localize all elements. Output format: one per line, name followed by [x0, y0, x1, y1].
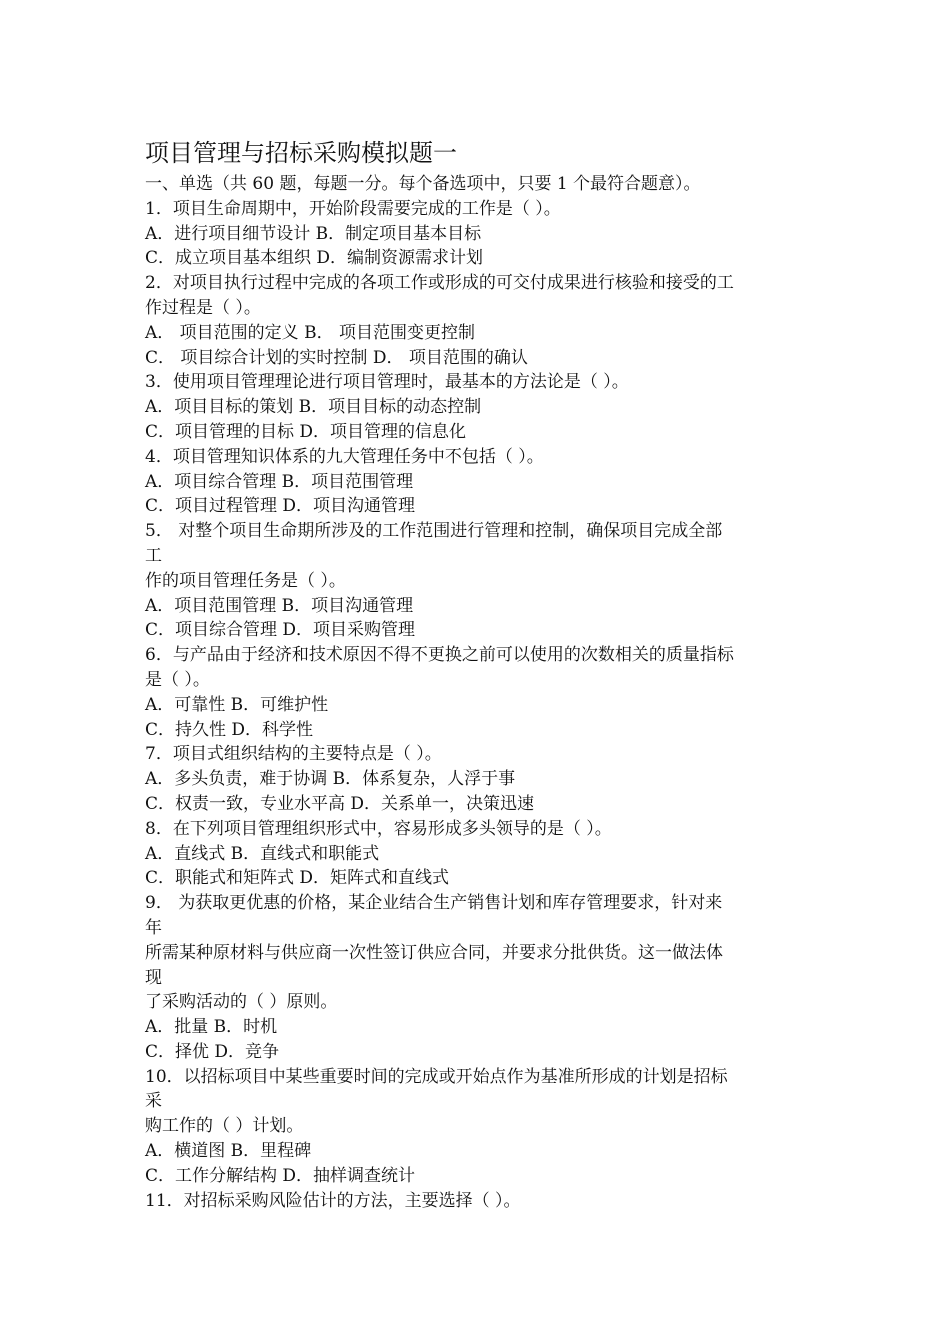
question-10-wrap: 采 [145, 1091, 162, 1112]
question-5: 5． 对整个项目生命期所涉及的工作范围进行管理和控制，确保项目完成全部 [145, 521, 723, 542]
question-11: 11．对招标采购风险估计的方法，主要选择（ ）。 [145, 1190, 521, 1211]
document-body [145, 136, 810, 1213]
question-4: 4．项目管理知识体系的九大管理任务中不包括（ ）。 [145, 446, 544, 467]
question-9: 9． 为获取更优惠的价格，某企业结合生产销售计划和库存管理要求，针对来 [145, 893, 723, 914]
question-2-options-ab: A． 项目范围的定义 B． 项目范围变更控制 [145, 322, 475, 343]
question-9-wrap-1: 年 [145, 917, 162, 938]
question-8-options-cd: C．职能式和矩阵式 D．矩阵式和直线式 [145, 868, 450, 889]
question-7-options-cd: C．权责一致，专业水平高 D．关系单一，决策迅速 [145, 793, 535, 814]
question-9-continued-2: 了采购活动的（ ）原则。 [145, 992, 338, 1013]
question-7-options-ab: A．多头负责，难于协调 B．体系复杂，人浮于事 [145, 769, 516, 790]
question-5-options-ab: A．项目范围管理 B．项目沟通管理 [145, 595, 414, 616]
question-5-continued: 作的项目管理任务是（ ）。 [145, 570, 346, 591]
question-8: 8．在下列项目管理组织形式中，容易形成多头领导的是（ ）。 [145, 818, 612, 839]
question-5-wrap: 工 [145, 545, 162, 566]
question-9-wrap-2: 现 [145, 967, 162, 988]
question-10-options-cd: C．工作分解结构 D．抽样调查统计 [145, 1165, 416, 1186]
document-title: 项目管理与招标采购模拟题一 [145, 139, 457, 167]
question-6: 6．与产品由于经济和技术原因不得不更换之前可以使用的次数相关的质量指标 [145, 645, 734, 666]
question-6-options-cd: C．持久性 D．科学性 [145, 719, 314, 740]
section-heading: 一、单选（共 60 题，每题一分。每个备选项中，只要 1 个最符合题意）。 [145, 174, 701, 194]
question-2: 2．对项目执行过程中完成的各项工作或形成的可交付成果进行核验和接受的工 [145, 273, 734, 294]
question-8-options-ab: A．直线式 B．直线式和职能式 [145, 843, 380, 864]
question-10-options-ab: A．横道图 B．里程碑 [145, 1141, 312, 1162]
question-1: 1．项目生命周期中，开始阶段需要完成的工作是（ ）。 [145, 198, 561, 219]
question-4-options-cd: C．项目过程管理 D．项目沟通管理 [145, 496, 416, 517]
question-2-continued: 作过程是（ ）。 [145, 297, 261, 318]
question-5-options-cd: C．项目综合管理 D．项目采购管理 [145, 620, 416, 641]
question-1-options-ab: A．进行项目细节设计 B．制定项目基本目标 [145, 223, 482, 244]
question-9-options-ab: A．批量 B．时机 [145, 1017, 278, 1038]
question-9-continued-1: 所需某种原材料与供应商一次性签订供应合同，并要求分批供货。这一做法体 [145, 942, 723, 963]
question-10: 10．以招标项目中某些重要时间的完成或开始点作为基准所形成的计划是招标 [145, 1066, 728, 1087]
question-9-options-cd: C．择优 D．竞争 [145, 1041, 280, 1062]
question-7: 7．项目式组织结构的主要特点是（ ）。 [145, 744, 442, 765]
question-2-options-cd: C． 项目综合计划的实时控制 D． 项目范围的确认 [145, 347, 528, 368]
question-4-options-ab: A．项目综合管理 B．项目范围管理 [145, 471, 414, 492]
question-10-continued: 购工作的（ ）计划。 [145, 1116, 304, 1137]
question-3-options-ab: A．项目目标的策划 B．项目目标的动态控制 [145, 397, 482, 418]
question-3-options-cd: C．项目管理的目标 D．项目管理的信息化 [145, 421, 467, 442]
question-3: 3．使用项目管理理论进行项目管理时，最基本的方法论是（ ）。 [145, 372, 629, 393]
question-6-options-ab: A．可靠性 B．可维护性 [145, 694, 329, 715]
question-1-options-cd: C．成立项目基本组织 D．编制资源需求计划 [145, 248, 484, 269]
question-6-continued: 是（ ）。 [145, 669, 210, 690]
